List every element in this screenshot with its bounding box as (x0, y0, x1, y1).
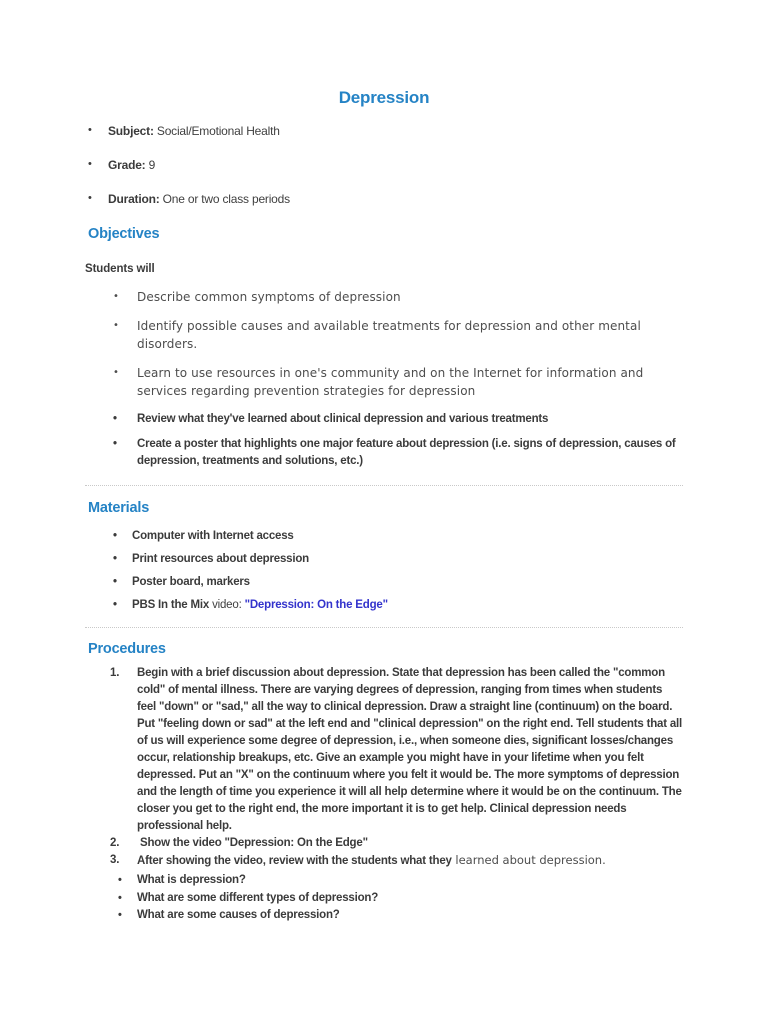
objectives-intro: Students will (85, 263, 155, 275)
objective-text: Describe common symptoms of depression (137, 290, 401, 304)
bullet-icon: • (113, 599, 117, 611)
objectives-list (85, 288, 683, 470)
objectives-heading: Objectives (88, 226, 160, 242)
bullet-icon: • (113, 438, 117, 450)
material-brand: PBS In the Mix (132, 599, 210, 611)
bullet-icon: • (118, 909, 122, 921)
material-text: video: (209, 599, 245, 611)
materials-heading: Materials (88, 500, 150, 516)
list-item (85, 548, 683, 571)
list-item (85, 525, 683, 548)
list-item (85, 571, 683, 594)
bullet-icon: • (113, 530, 117, 542)
objective-text: Learn to use resources in one's community and on the Internet for information and services regarding prevention strategies for depression (137, 366, 648, 398)
list-item (85, 872, 683, 890)
meta-value: Social/Emotional Health (156, 124, 280, 138)
step-text: Begin with a brief discussion about depression. State that depression has been called the "common cold" of mental illness. There are varying degrees of depression, ranging from times when students feel "down" or "sad," all the way to clinical depression. Draw a straight line (continuum) on the board. Put "feeling down or sad" at the left end and "clinical depression" on the right end. Tell students that all of us will experience some degree of depression, i.e., when someone dies, significant losses/changes occur, relationship breakups, etc. Give an example you might have in your lifetime when you felt depressed. Put an "X" on the continuum where you felt it would be. The more symptoms of depression and the length of time you experience it will all help determine where it would be on the continuum. The closer you get to the right end, the more important it is to get help. Clinical depression needs professional help. (137, 667, 686, 832)
bullet-icon: • (113, 320, 119, 331)
meta-value: 9 (148, 158, 156, 172)
procedure-step-3 (85, 852, 683, 870)
list-item (85, 436, 683, 470)
bullet-icon: • (113, 413, 117, 425)
video-link[interactable]: "Depression: On the Edge" (244, 599, 388, 611)
objective-text: Review what they've learned about clinical depression and various treatments (137, 413, 549, 425)
bullet-icon: • (88, 192, 92, 204)
list-item (85, 288, 683, 306)
step-text: After showing the video, review with the students what they (137, 855, 452, 867)
meta-label: Duration: (108, 192, 160, 206)
procedures-list (85, 665, 686, 870)
material-text: Computer with Internet access (132, 530, 294, 542)
procedure-step-1 (85, 665, 686, 835)
materials-list (85, 525, 683, 617)
question-text: What is depression? (137, 874, 246, 886)
step-number: 1. (110, 667, 120, 679)
bullet-icon: • (113, 367, 119, 378)
step-number: 3. (110, 854, 120, 866)
material-text: Print resources about depression (132, 553, 310, 565)
bullet-icon: • (88, 124, 92, 136)
question-text: What are some causes of depression? (137, 909, 340, 921)
bullet-icon: • (118, 891, 122, 904)
step-text-regular: learned about depression. (451, 853, 606, 867)
meta-item-grade (85, 158, 683, 172)
list-item (85, 364, 683, 400)
meta-label: Subject: (108, 124, 154, 138)
objective-text: Identify possible causes and available treatments for depression and other mental disorders. (137, 319, 645, 351)
section-divider (85, 485, 683, 486)
meta-label: Grade: (108, 158, 146, 172)
material-text: Poster board, markers (132, 576, 250, 588)
objective-text: Create a poster that highlights one major feature about depression (i.e. signs of depression, causes of depression, treatments and solutions, etc.) (137, 438, 679, 467)
step-text: Show the video "Depression: On the Edge" (137, 837, 368, 849)
question-text: What are some different types of depression? (137, 891, 379, 904)
meta-item-duration (85, 192, 683, 206)
list-item (85, 907, 683, 925)
questions-list (85, 872, 683, 925)
meta-value: One or two class periods (162, 192, 290, 206)
bullet-icon: • (113, 576, 117, 588)
section-divider (85, 627, 683, 628)
bullet-icon: • (113, 291, 119, 302)
list-item (85, 890, 683, 908)
meta-list (85, 124, 683, 206)
procedures-heading: Procedures (88, 641, 166, 657)
meta-item-subject (85, 124, 683, 138)
page-title: Depression (338, 88, 430, 107)
list-item (85, 411, 683, 428)
step-number: 2. (110, 837, 120, 849)
procedure-step-2 (85, 835, 683, 852)
bullet-icon: • (118, 874, 122, 886)
list-item-video (85, 594, 683, 617)
bullet-icon: • (88, 158, 92, 170)
bullet-icon: • (113, 553, 117, 565)
list-item (85, 317, 683, 353)
